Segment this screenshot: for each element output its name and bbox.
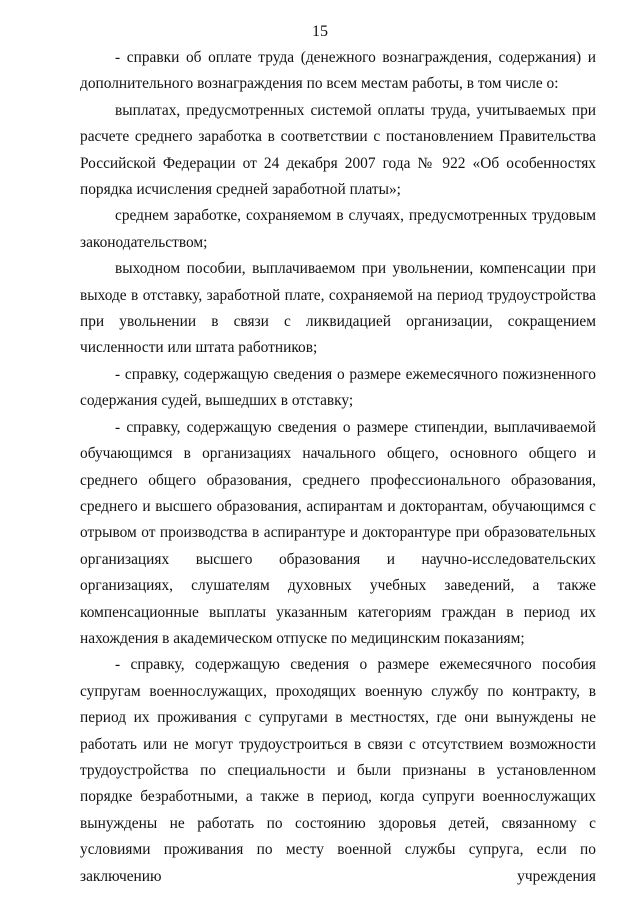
paragraph: - справки об оплате труда (денежного вознаграждения, содержания) и дополнительного вознаграждения по всем местам работы, в том числе о: [80,49,596,93]
paragraph: - справку, содержащую сведения о размере ежемесячного пособия супругам военнослужащих, проходящих военную службу по контракту, в период их проживания с супругами в местностях, где они вынуждены не работать или не могут трудоустроиться в связи с отсутствием возможности трудоустройства по специальности и были признаны в установленном порядке безработными, а также в период, когда супруги военнослужащих вынуждены не работать по состоянию здоровья детей, связанному с условиями проживания по месту военной службы супруга, если по заключению учреждения [80,656,596,885]
paragraph: выплатах, предусмотренных системой оплаты труда, учитываемых при расчете среднего заработка в соответствии с постановлением Правительства Российской Федерации от 24 декабря 2007 года № 922 «Об особенностях порядка исчисления средней заработной платы»; [80,101,596,199]
paragraph: - справку, содержащую сведения о размере стипендии, выплачиваемой обучающимся в организациях начального общего, основного общего и среднего общего образования, среднего профессионального образования, среднего и высшего образования, аспирантам и докторантам, обучающимся с отрывом от производства в аспирантуре и докторантуре при образовательных организациях высшего образования и научно-исследовательских организациях, слушателям духовных учебных заведений, а также компенсационные выплаты указанным категориям граждан в период их нахождения в академическом отпуске по медицинским показаниям; [80,418,596,647]
document-body [80,45,596,890]
page-number: 15 [312,23,328,40]
paragraph: выходном пособии, выплачиваемом при увольнении, компенсации при выходе в отставку, заработной плате, сохраняемой на период трудоустройства при увольнении в связи с ликвидацией организации, сокращением численности или штата работников; [80,260,596,357]
paragraph: среднем заработке, сохраняемом в случаях, предусмотренных трудовым законодательством; [80,207,596,251]
paragraph: - справку, содержащую сведения о размере ежемесячного пожизненного содержания судей, вышедших в отставку; [80,365,596,410]
